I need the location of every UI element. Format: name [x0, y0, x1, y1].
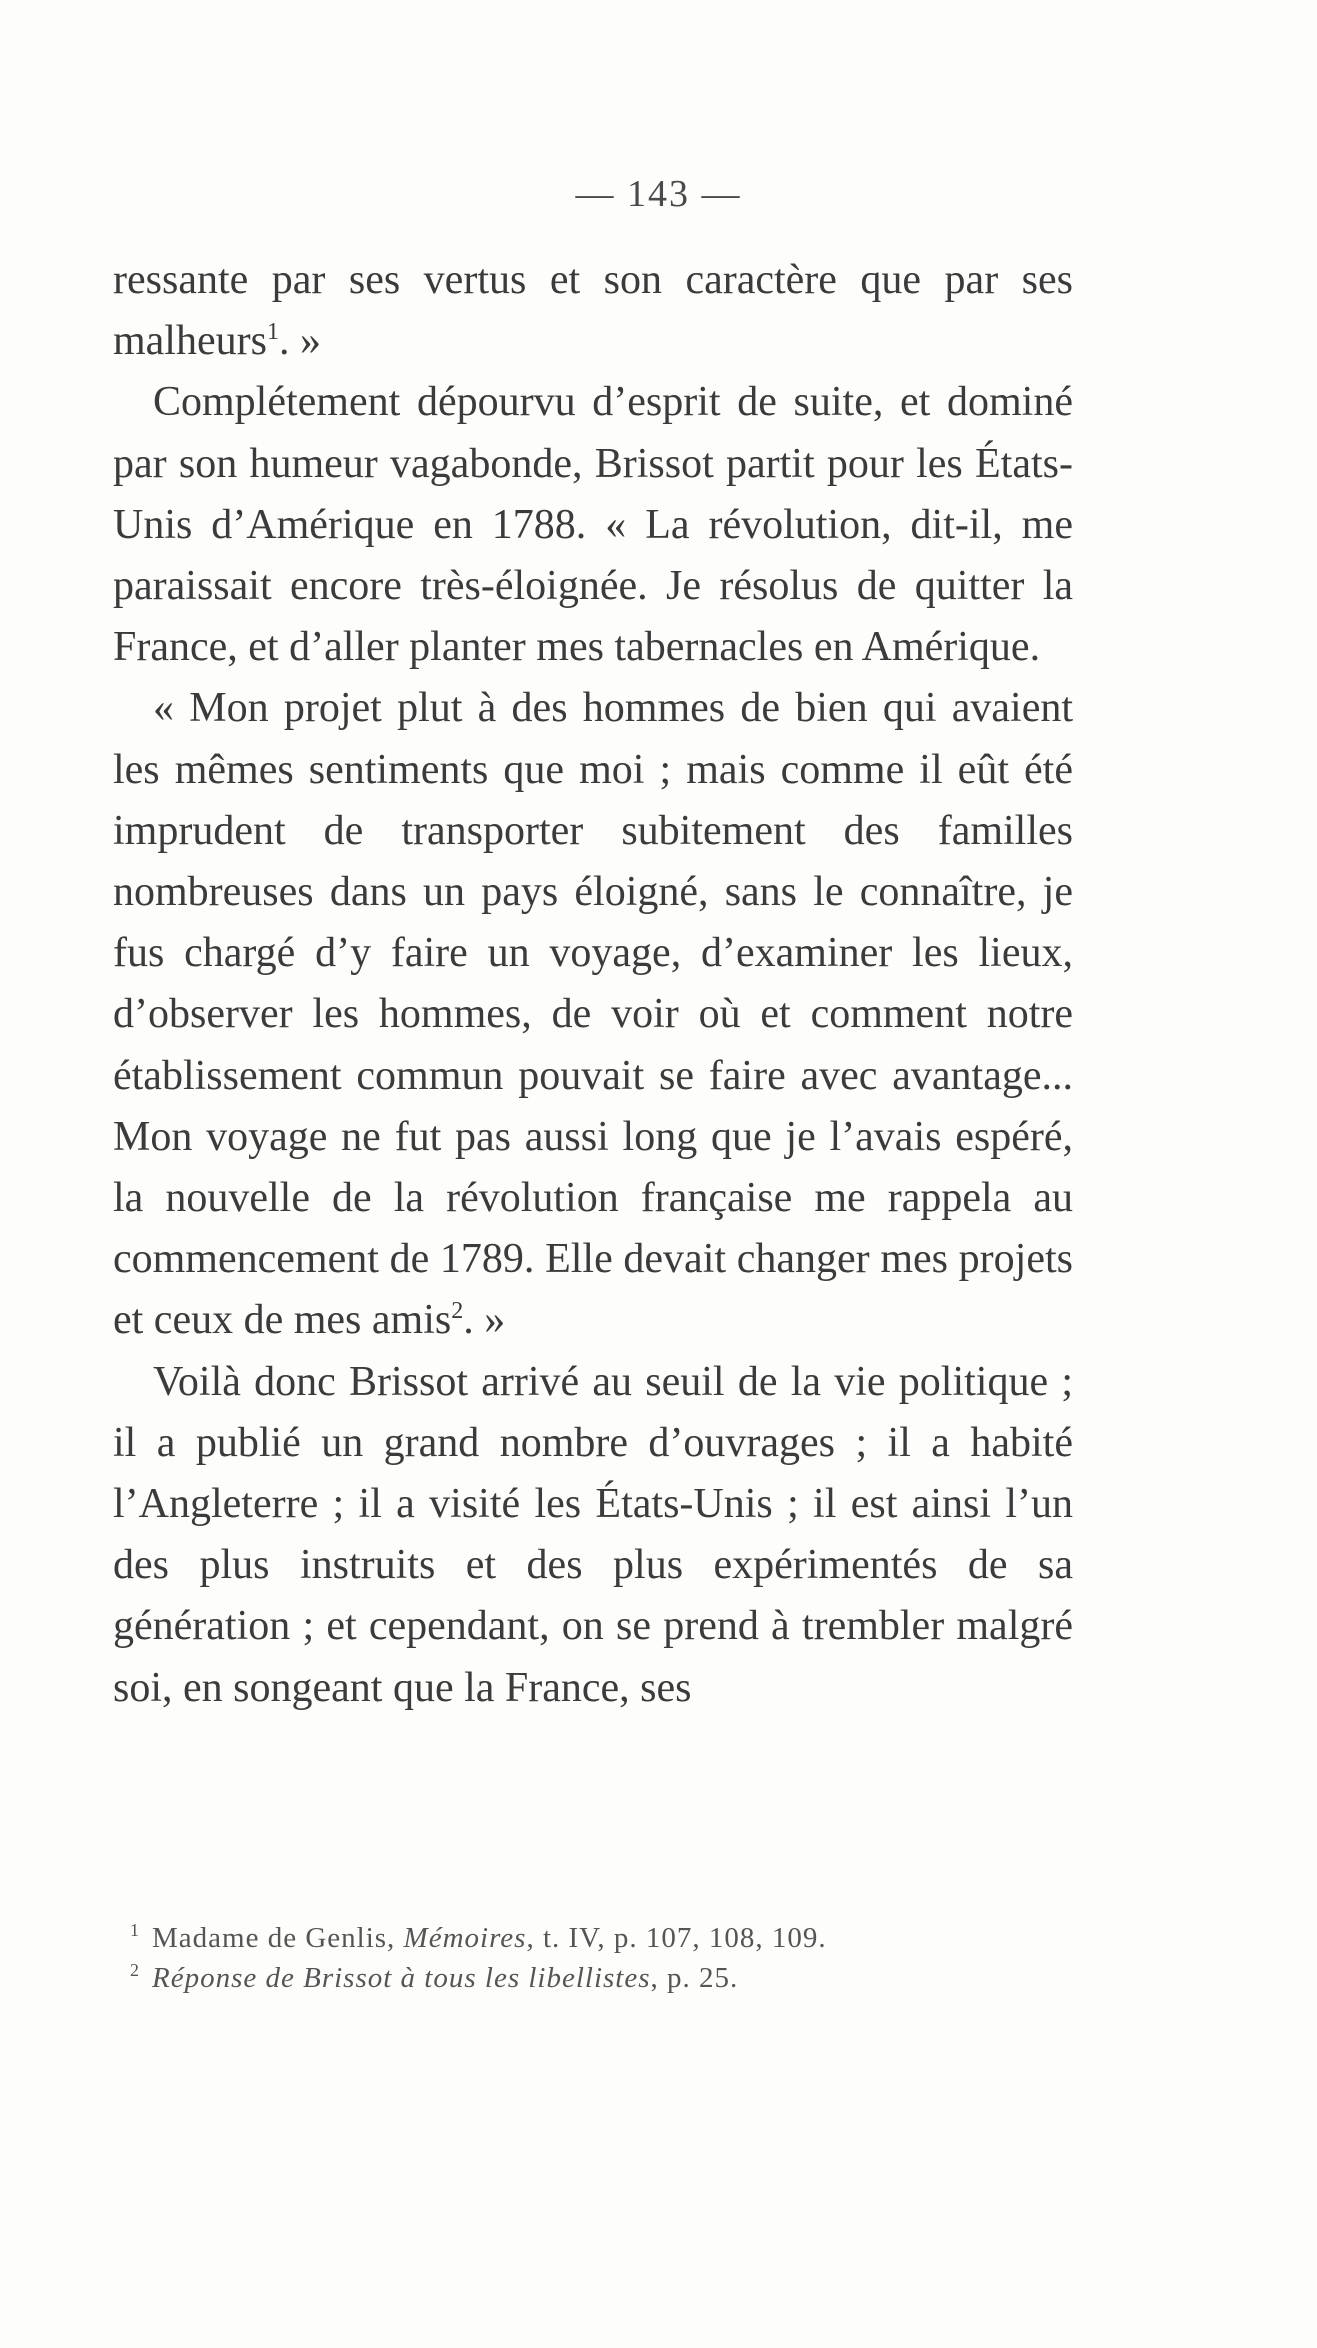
paragraph-text: Voilà donc Brissot arrivé au seuil de la vie politique ; il a publié un grand nombre d’ouvrages ; il a habité l’Angleterre ; il a visité les États-Unis ; il est ainsi l’un des plus instruits et des plus expérimentés de sa génération ; et cependant, on se prend à trembler malgré soi, en songeant que la France, ses: [113, 1358, 1073, 1711]
footnote-2: [130, 1958, 1030, 1998]
paragraph-4: [113, 1352, 1073, 1719]
footnote-author: Madame de Genlis,: [152, 1922, 396, 1954]
paragraph-3: [113, 678, 1073, 1351]
body-text: [113, 250, 1073, 1719]
footnote-mark: 1: [130, 1920, 140, 1941]
paragraph-tail: . »: [463, 1297, 506, 1344]
footnote-ref-text: , p. 25.: [650, 1962, 739, 1994]
footnote-1: [130, 1918, 1030, 1958]
footnote-work: Mémoires: [403, 1922, 527, 1954]
paragraph-1: [113, 250, 1073, 372]
footnote-mark: 2: [130, 1960, 140, 1981]
paragraph-text: « Mon projet plut à des hommes de bien qui avaient les mêmes sentiments que moi ; mais comme il eût été imprudent de transporter subitement des familles nombreuses dans un pays éloigné, sans le connaître, je fus chargé d’y faire un voyage, d’examiner les lieux, d’observer les hommes, de voir où et comment notre établissement commun pouvait se faire avec avantage... Mon voyage ne fut pas aussi long que je l’avais espéré, la nouvelle de la révolution française me rappela au commencement de 1789. Elle devait changer mes projets et ceux de mes amis: [113, 685, 1073, 1344]
paragraph-2: [113, 372, 1073, 678]
footnotes: [130, 1918, 1030, 1998]
page-number: — 143 —: [575, 173, 742, 215]
footnote-ref-text: , t. IV, p. 107, 108, 109.: [526, 1922, 827, 1954]
paragraph-text: Complétement dépourvu d’esprit de suite, et dominé par son humeur vagabonde, Brissot partit pour les États-Unis d’Amérique en 1788. « La révolution, dit-il, me paraissait encore très-éloignée. Je résolus de quitter la France, et d’aller planter mes tabernacles en Amérique.: [113, 379, 1073, 671]
paragraph-tail: . »: [278, 318, 321, 365]
footnote-ref: 2: [451, 1298, 464, 1325]
footnote-ref: 1: [266, 319, 279, 346]
paragraph-text: ressante par ses vertus et son caractère que par ses malheurs: [113, 257, 1073, 365]
footnote-work: Réponse de Brissot à tous les libellistes: [152, 1962, 651, 1994]
